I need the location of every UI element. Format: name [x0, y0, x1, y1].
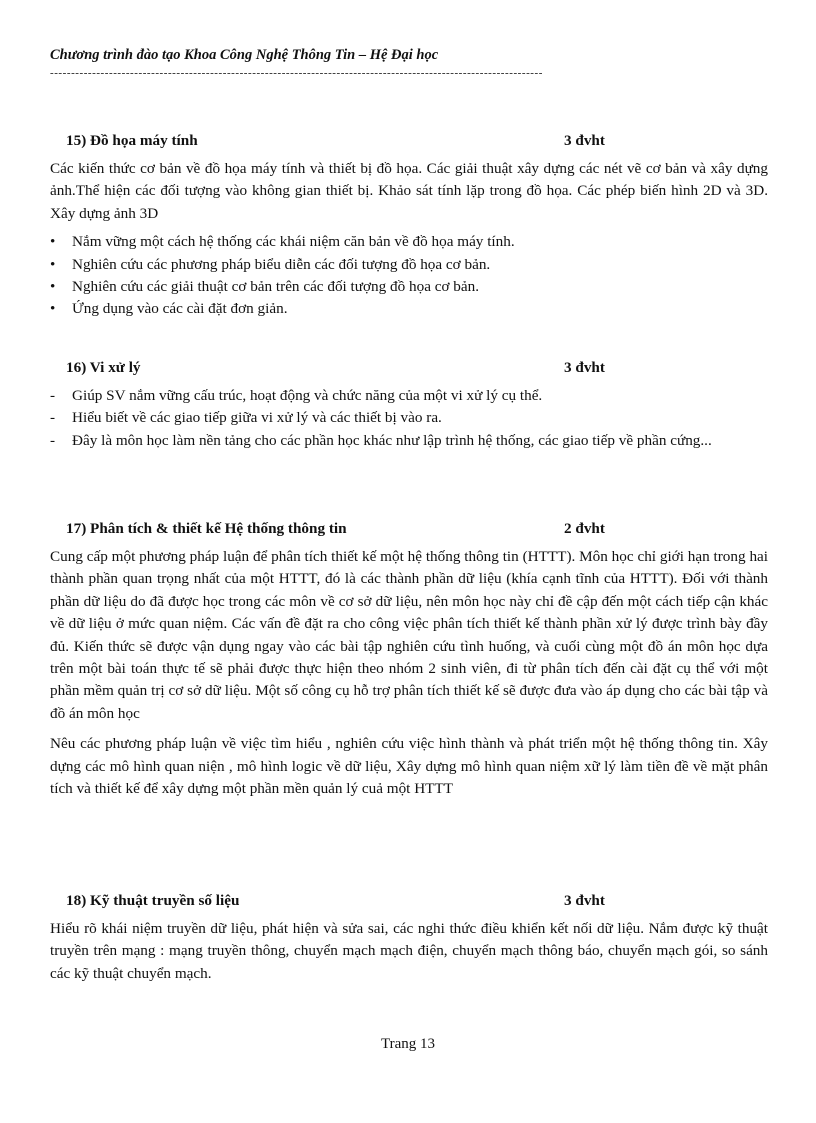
- section-18: [50, 890, 768, 985]
- list-item: • Nghiên cứu các phương pháp biểu diễn các đối tượng đồ họa cơ bản.: [50, 254, 768, 276]
- dash-icon: -: [50, 387, 56, 404]
- section-17: [50, 518, 768, 800]
- page-number: Trang 13: [380, 1036, 436, 1052]
- section-heading: [50, 130, 768, 152]
- list-item: • Nắm vững một cách hệ thống các khái niệm căn bản về đồ họa máy tính.: [50, 231, 768, 253]
- bullet-icon: •: [50, 255, 56, 273]
- section-paragraph: Hiểu rõ khái niệm truyền dữ liệu, phát hiện và sửa sai, các nghi thức điều khiển kết nối dữ liệu. Nắm được kỹ thuật truyền trên mạng : mạng truyền thông, chuyển mạch mạch điện, chuyển mạch thông báo, chuyển mạch gói, so sánh các kỹ thuật chuyển mạch.: [50, 920, 768, 982]
- section-heading: [50, 357, 768, 379]
- list-item: - Giúp SV nắm vững cấu trúc, hoạt động và chức năng của một vi xử lý cụ thể.: [50, 385, 768, 407]
- dash-list: [50, 385, 768, 452]
- section-heading: [50, 890, 768, 912]
- header-divider: ---------------------------------------------------------------------------------------------------------------------: [50, 67, 543, 79]
- bullet-icon: •: [50, 278, 56, 296]
- list-item: - Đây là môn học làm nền tảng cho các phần học khác như lập trình hệ thống, các giao tiếp về phần cứng...: [50, 430, 768, 452]
- dash-icon: -: [50, 431, 56, 449]
- section-title: 18) Kỹ thuật truyền số liệu: [66, 892, 240, 909]
- list-item: - Hiểu biết về các giao tiếp giữa vi xử lý và các thiết bị vào ra.: [50, 407, 768, 429]
- section-title: 15) Đồ họa máy tính: [66, 132, 198, 149]
- bullet-list: [50, 231, 768, 321]
- list-item: • Nghiên cứu các giải thuật cơ bản trên các đối tượng đồ họa cơ bản.: [50, 276, 768, 298]
- section-credits: 3 đvht: [564, 892, 605, 909]
- section-15: [50, 130, 768, 321]
- dash-icon: -: [50, 409, 56, 427]
- document-header: Chương trình đào tạo Khoa Công Nghệ Thông Tin – Hệ Đại học: [50, 47, 439, 63]
- section-16: [50, 357, 768, 452]
- list-item: • Ứng dụng vào các cài đặt đơn giản.: [50, 298, 768, 320]
- section-credits: 2 đvht: [564, 520, 605, 537]
- bullet-icon: •: [50, 233, 56, 251]
- section-heading: [50, 518, 768, 540]
- section-paragraph: Các kiến thức cơ bản về đồ họa máy tính và thiết bị đồ họa. Các giải thuật xây dựng các nét vẽ cơ bản và xây dựng ảnh.Thể hiện các đối tượng vào không gian thiết bị. Khảo sát tính lặp trong đồ họa. Các phép biến hình 2D và 3D. Xây dựng ảnh 3D: [50, 160, 768, 222]
- section-title: 16) Vi xử lý: [66, 359, 141, 376]
- bullet-icon: •: [50, 300, 56, 318]
- section-paragraph: Nêu các phương pháp luận về việc tìm hiểu , nghiên cứu việc hình thành và phát triển một hệ thống thông tin. Xây dựng các mô hình quan niện , mô hình logic về dữ liệu, Xây dựng mô hình quan niệm xữ lý làm tiền đề về mặt phân tích và thiết kế để xây dựng một phần mền quản lý cuả một HTTT: [50, 735, 768, 798]
- section-credits: 3 đvht: [564, 359, 605, 376]
- section-paragraph: Cung cấp một phương pháp luận để phân tích thiết kế một hệ thống thông tin (HTTT). Môn học chỉ giới hạn trong hai thành phần quan trọng nhất của một HTTT, đó là các thành phần dữ liệu (khía cạnh tĩnh của HTTT). Đối với thành phần dữ liệu do đã được học trong các môn về cơ sở dữ liệu, nên môn học này chỉ đề cập đến một cách tiếp cận khác về dữ liệu ở mức quan niệm. Các vấn đề đặt ra cho công việc phân tích thiết kế thành phần xử lý được trình bày đầy đủ. Kiến thức sẽ được vận dụng ngay vào các bài tập nghiên cứu tình huống, và cuối cùng một đồ án môn học dựa trên một bài toán thực tế sẽ phải được thực hiện theo nhóm 2 sinh viên, đi từ phân tích đến cài đặt cụ thể với một phần mềm quản trị cơ sở dữ liệu. Một số công cụ hỗ trợ phân tích thiết kế sẽ được đưa vào áp dụng cho các bài tập và đồ án môn học: [50, 548, 768, 722]
- section-credits: 3 đvht: [564, 132, 605, 149]
- section-title: 17) Phân tích & thiết kế Hệ thống thông tin: [66, 520, 347, 537]
